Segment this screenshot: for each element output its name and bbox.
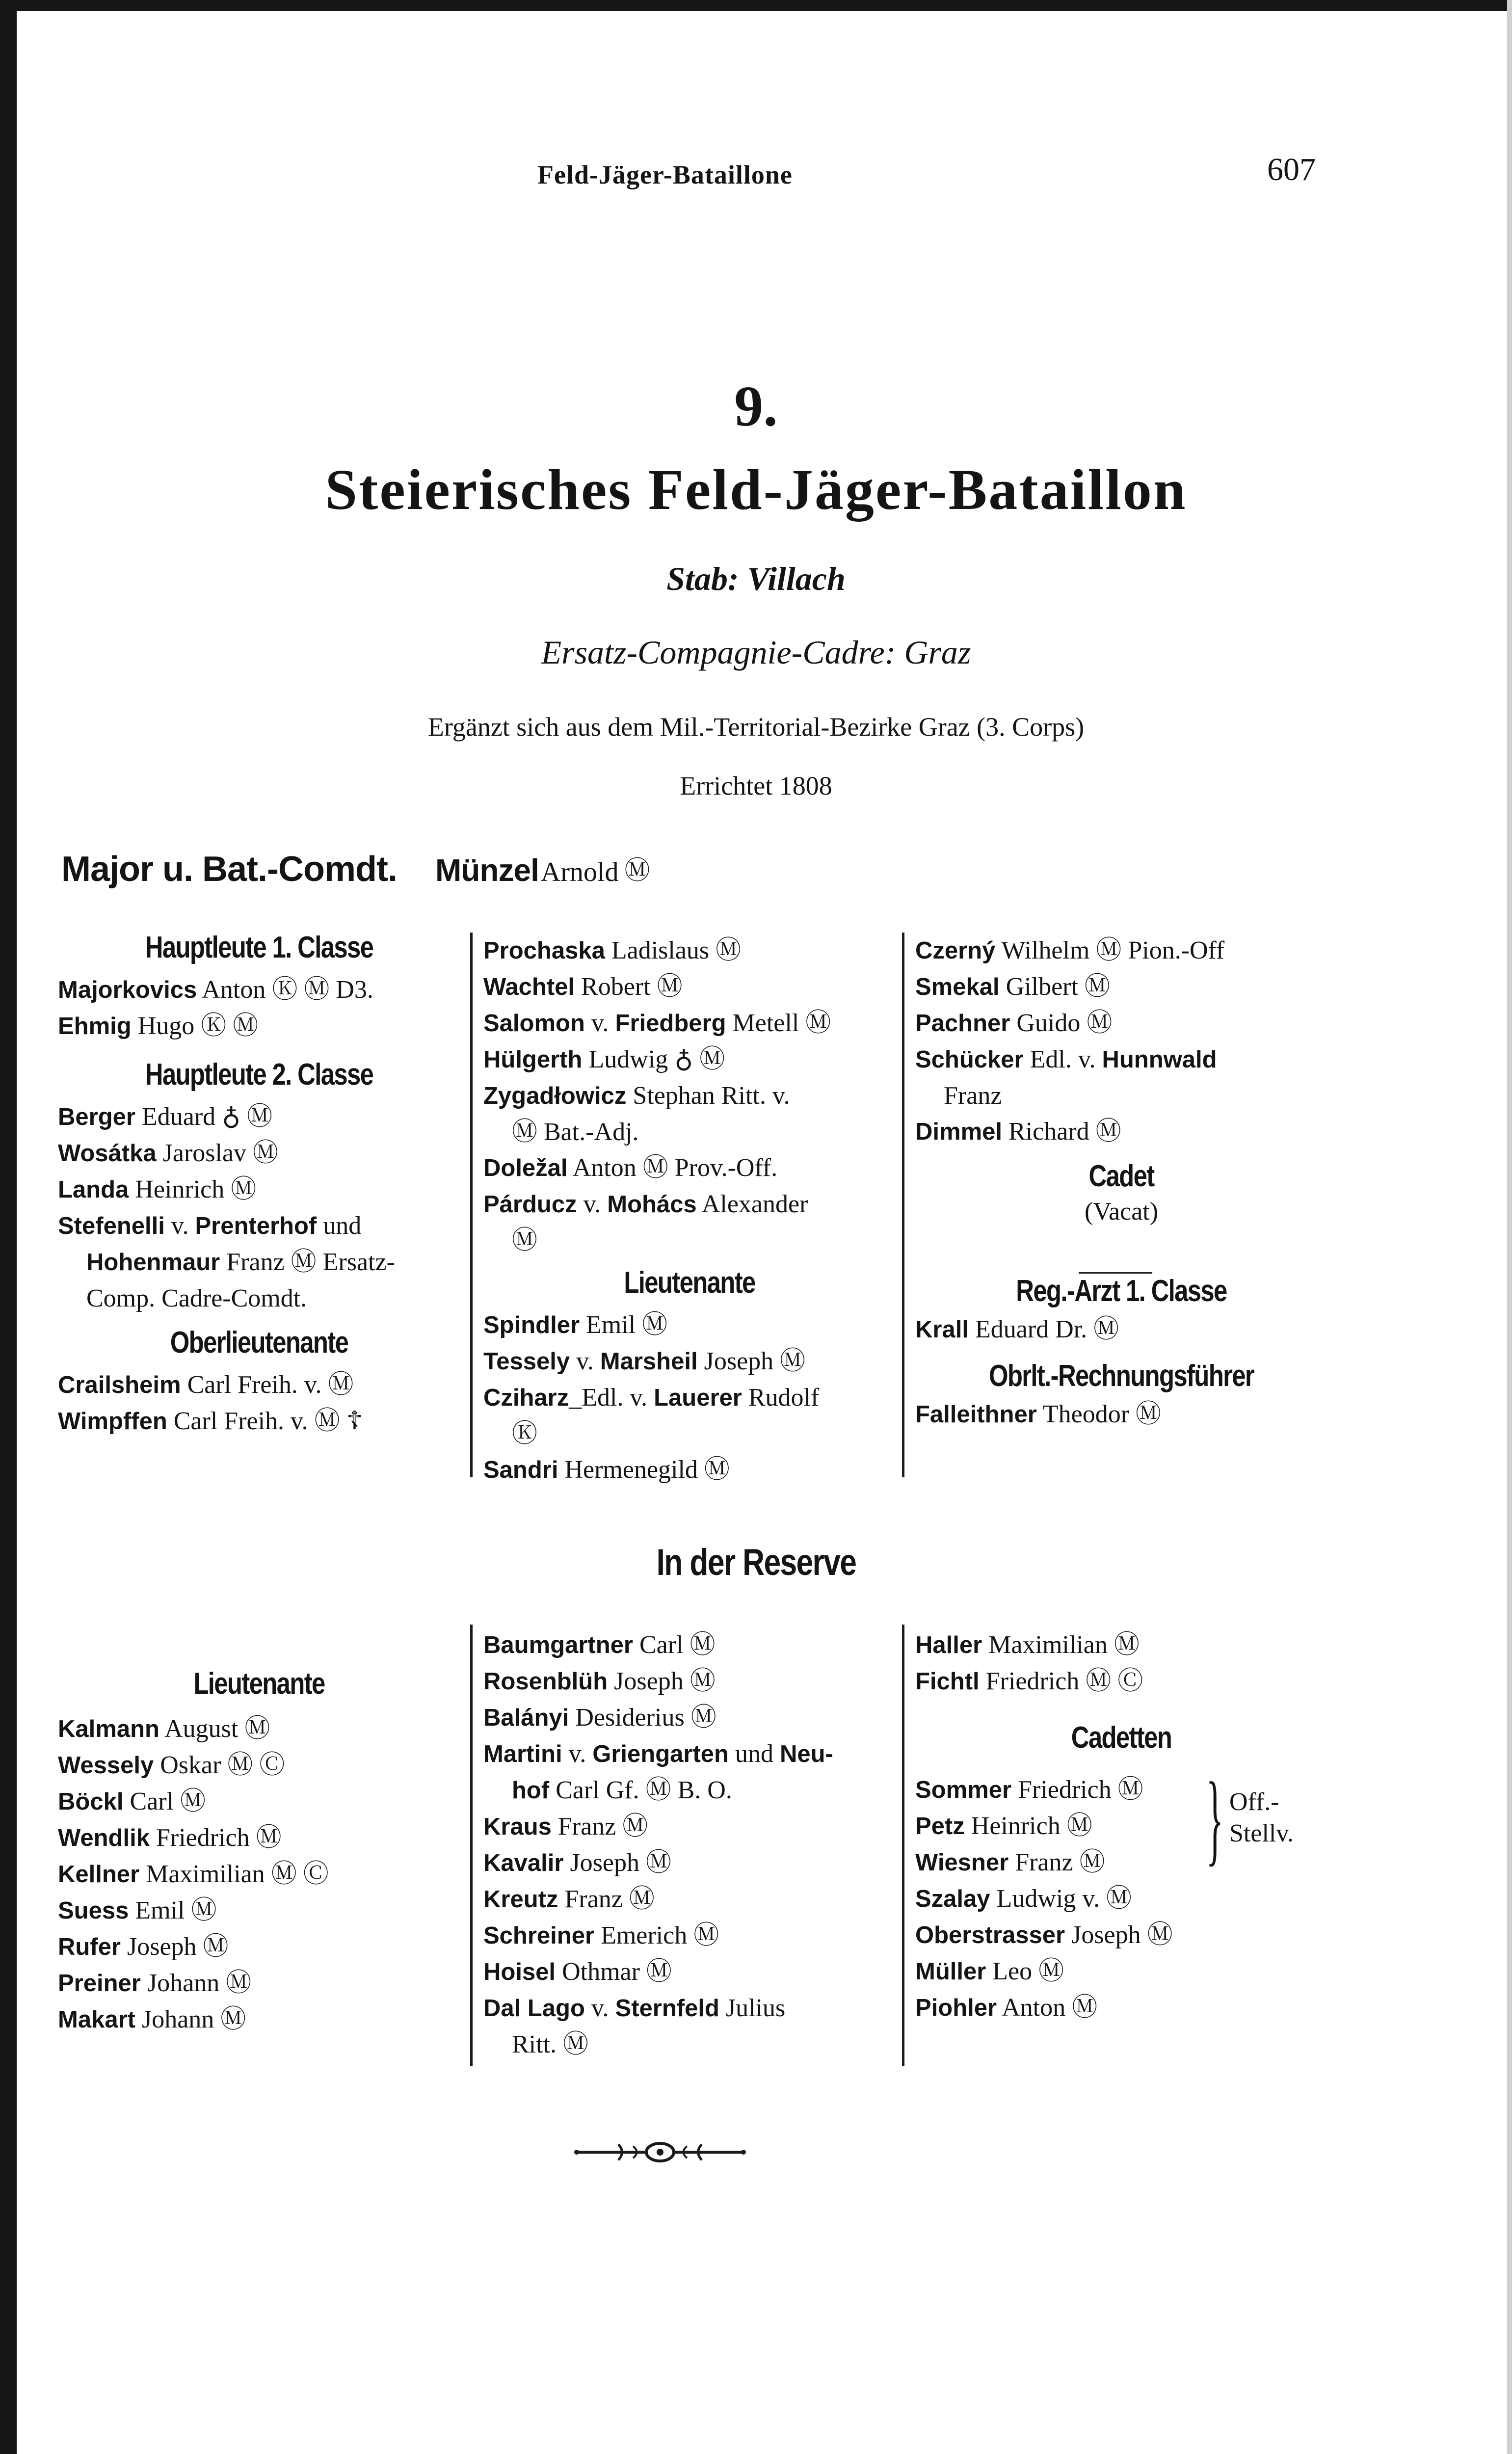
list-item: Dal Lago v. Sternfeld Julius <box>483 1994 786 2022</box>
active-column-2 <box>483 933 896 1488</box>
list-item: Dimmel Richard Ⓜ <box>915 1118 1121 1146</box>
list-item: Cziharz_Edl. v. Lauerer Rudolf <box>483 1384 820 1412</box>
commander-order-mark: Ⓜ <box>624 857 650 885</box>
list-item: Baumgartner Carl Ⓜ <box>483 1631 716 1659</box>
list-item: Suess Emil Ⓜ <box>58 1896 217 1924</box>
list-item: Szalay Ludwig v. Ⓜ <box>915 1885 1132 1913</box>
list-item: Wosátka Jaroslav Ⓜ <box>58 1139 279 1167</box>
list-item: Piohler Anton Ⓜ <box>915 1994 1098 2022</box>
reserve-column-2 <box>483 1627 896 2062</box>
list-item: Schücker Edl. v. Hunnwald <box>915 1045 1217 1073</box>
list-item: Sandri Hermenegild Ⓜ <box>483 1456 730 1484</box>
battalion-number: 9. <box>734 374 778 438</box>
list-item: Czerný Wilhelm Ⓜ Pion.-Off <box>915 936 1225 964</box>
brace-note-line-2: Stellv. <box>1229 1819 1294 1847</box>
list-item-continuation: hof Carl Gf. Ⓜ B. O. <box>512 1776 732 1804</box>
scan-border-left <box>0 0 17 2454</box>
recruitment-district: Ergänzt sich aus dem Mil.-Territorial-Bezirke Graz (3. Corps) <box>427 712 1085 742</box>
page-number: 607 <box>1267 152 1316 187</box>
list-item-continuation: Ⓚ <box>512 1420 538 1448</box>
list-item: Majorkovics Anton Ⓚ Ⓜ D3. <box>58 976 373 1004</box>
list-item: Landa Heinrich Ⓜ <box>58 1175 257 1203</box>
ornament-divider <box>572 2137 748 2167</box>
active-column-1 <box>58 930 460 1440</box>
depot-location: Ersatz-Compagnie-Cadre: Graz <box>541 634 971 671</box>
heading-cadet: Cadet <box>1088 1159 1154 1193</box>
list-item: Kalmann August Ⓜ <box>58 1715 270 1743</box>
heading-hauptleute-2: Hauptleute 2. Classe <box>145 1058 373 1092</box>
list-item: Oberstrasser Joseph Ⓜ <box>915 1921 1173 1949</box>
list-item: Böckl Carl Ⓜ <box>58 1787 206 1815</box>
list-item: Smekal Gilbert Ⓜ <box>915 973 1110 1001</box>
list-item: Wachtel Robert Ⓜ <box>483 973 683 1001</box>
list-item: Tessely v. Marsheil Joseph Ⓜ <box>483 1347 806 1375</box>
list-item: Kellner Maximilian Ⓜ Ⓒ <box>58 1860 329 1888</box>
list-item: Kavalir Joseph Ⓜ <box>483 1849 671 1877</box>
list-item: Ehmig Hugo Ⓚ Ⓜ <box>58 1012 259 1040</box>
column-divider <box>470 933 473 1477</box>
brace-glyph: } <box>1206 1761 1224 1875</box>
column-divider <box>902 933 904 1477</box>
list-item-continuation: Comp. Cadre-Comdt. <box>86 1284 307 1312</box>
list-item: Hoisel Othmar Ⓜ <box>483 1958 672 1986</box>
list-item: Hohenmaur Franz Ⓜ Ersatz- <box>86 1248 395 1276</box>
heading-regimental-doctor: Reg.-Arzt 1. Classe <box>1016 1274 1227 1308</box>
brace-note <box>1229 1787 1294 1849</box>
brace-note-line-1: Off.- <box>1229 1788 1279 1816</box>
list-item: Fichtl Friedrich Ⓜ Ⓒ <box>915 1667 1143 1695</box>
scan-border-right <box>1507 0 1512 2454</box>
heading-accountant: Obrlt.-Rechnungsführer <box>988 1359 1254 1393</box>
heading-lieutenante: Lieutenante <box>624 1266 755 1300</box>
scan-border-top <box>0 0 1512 11</box>
list-item-continuation: Ritt. Ⓜ <box>512 2030 589 2058</box>
running-title: Feld-Jäger-Bataillone <box>537 160 793 189</box>
reserve-heading: In der Reserve <box>656 1542 856 1583</box>
list-item: Pachner Guido Ⓜ <box>915 1009 1113 1037</box>
list-item-continuation: Franz <box>944 1082 1002 1110</box>
active-column-3 <box>915 933 1327 1433</box>
list-item: Wiesner Franz Ⓜ <box>915 1848 1105 1876</box>
battalion-title: Steierisches Feld-Jäger-Bataillon <box>325 457 1187 522</box>
list-item: Párducz v. Mohács Alexander <box>483 1190 808 1218</box>
list-item: Doležal Anton Ⓜ Prov.-Off. <box>483 1154 778 1182</box>
list-item: Balányi Desiderius Ⓜ <box>483 1704 716 1732</box>
list-item: Petz Heinrich Ⓜ <box>915 1812 1092 1840</box>
heading-cadetten: Cadetten <box>1071 1721 1172 1755</box>
list-item: Müller Leo Ⓜ <box>915 1957 1064 1985</box>
list-item: Prochaska Ladislaus Ⓜ <box>483 936 742 964</box>
commander-rank: Major u. Bat.-Comdt. <box>61 850 397 889</box>
list-item: Stefenelli v. Prenterhof und <box>58 1212 362 1240</box>
column-divider <box>902 1625 904 2066</box>
separator-rule <box>1079 1272 1152 1274</box>
list-item: Sommer Friedrich Ⓜ <box>915 1776 1143 1804</box>
commander-given-name: Arnold <box>540 857 619 887</box>
list-item: Salomon v. Friedberg Metell Ⓜ <box>483 1009 831 1037</box>
list-item: Schreiner Emerich Ⓜ <box>483 1921 719 1949</box>
heading-oberlieutenante: Oberlieutenante <box>170 1326 348 1360</box>
list-item-continuation: Ⓜ Bat.-Adj. <box>512 1118 639 1146</box>
list-item: Falleithner Theodor Ⓜ <box>915 1400 1162 1428</box>
reserve-column-3 <box>915 1627 1327 2026</box>
list-item: Wessely Oskar Ⓜ Ⓒ <box>58 1751 285 1779</box>
column-divider <box>470 1625 473 2066</box>
list-item: Berger Eduard ♁ Ⓜ <box>58 1103 273 1131</box>
commander-surname: Münzel <box>435 853 539 888</box>
reserve-column-1 <box>58 1666 460 2038</box>
heading-reserve-lieutenante: Lieutenante <box>193 1667 325 1701</box>
list-item: Kreutz Franz Ⓜ <box>483 1885 655 1913</box>
heading-hauptleute-1: Hauptleute 1. Classe <box>145 931 373 964</box>
list-item: Rufer Joseph Ⓜ <box>58 1933 229 1961</box>
list-item: Wendlik Friedrich Ⓜ <box>58 1824 282 1852</box>
commander-line <box>61 849 650 889</box>
list-item: Zygadłowicz Stephan Ritt. v. <box>483 1082 790 1110</box>
list-item: Spindler Emil Ⓜ <box>483 1311 668 1339</box>
list-item: Makart Johann Ⓜ <box>58 2005 246 2033</box>
list-item: Haller Maximilian Ⓜ <box>915 1631 1140 1659</box>
list-item: Wimpffen Carl Freih. v. Ⓜ ☦ <box>58 1407 363 1435</box>
staff-location: Stab: Villach <box>666 560 846 597</box>
list-item: Kraus Franz Ⓜ <box>483 1813 648 1840</box>
officer-deputy-group <box>915 1761 1327 1881</box>
list-item: Preiner Johann Ⓜ <box>58 1969 252 1997</box>
list-item: Rosenblüh Joseph Ⓜ <box>483 1667 716 1695</box>
reserve-heading-wrap <box>0 1541 1512 1584</box>
cadet-vacant: (Vacat) <box>1084 1198 1159 1226</box>
list-item: Hülgerth Ludwig ♁ Ⓜ <box>483 1045 725 1073</box>
founded-year: Errichtet 1808 <box>680 771 832 800</box>
list-item: Krall Eduard Dr. Ⓜ <box>915 1315 1119 1343</box>
list-item: Crailsheim Carl Freih. v. Ⓜ <box>58 1371 354 1399</box>
list-item-continuation: Ⓜ <box>512 1227 538 1254</box>
list-item: Martini v. Griengarten und Neu- <box>483 1740 833 1768</box>
